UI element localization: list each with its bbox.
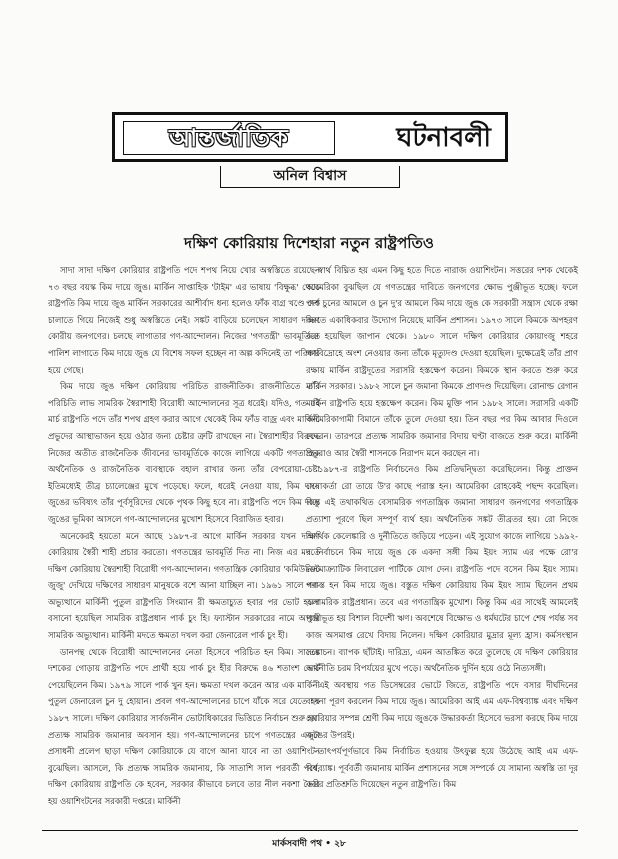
- right-column: [306, 262, 578, 834]
- paragraph: সাদা সাদা দক্ষিণ কোরিয়ার রাষ্ট্রপতি পদে শপথ নিয়ে খোর অস্বস্তিতে রয়েছেন ৭৩ বছর বয়স্ক কিম দায়ে জুঙ। মার্কিন সাপ্তাহিক 'টাইম' এর ভাষায় 'বিক্ষুব্ধ' থেকে রাষ্ট্রপতি কিম দায়ে জুঙ মার্কিন সরকারের আশীর্বাদ ধন্য হলেও ফাঁক বাগ্র খণ্ডে দেশ চালাতে গিয়ে নিজেই শুধু অস্বস্তিতে নেই। সঙ্কট বাড়িয়ে চলেছেন সাধারণ দক্ষিণ কোরীয় জনগণের। চলছে লাগাতার গণ-আন্দোলন। নিজের 'গণতন্ত্রী' ভাবমূর্তিতে পালিশ লাগাতে কিম দায়ে জুঙ যে বিশেষ সফল হচ্ছেন না অল্প কদিনেই তা পরিষ্কার হয়ে গেছে।: [48, 265, 320, 375]
- paragraph: কিম দায়ে জুঙ দক্ষিণ কোরিয়ায় পরিচিত রাজনীতিক। রাজনীতিতে তাঁর পরিচিতি লাভ সামরিক স্বৈরাশাহী বিরোধী আন্দোলনের সূত্র ধরেই। যদিও, গত ৫ই মার্চ রাষ্ট্রপতি পদে তাঁর শপথ গ্রহণ করার আগে থেকেই কিম ফাঁড বাজ্র এবং মার্কিনী প্রভুদের আস্থাভাজন হয়ে ওঠার জন্য চেষ্টার ত্রুটি রাখছেন না। স্বৈরাশাহীর বিরুদ্ধে নিজের অতীত রাজনৈতিক জীবনের ভাবমূর্তিকে কাজে লাগিয়ে একটি গণতান্ত্রিক অর্থনৈতিক ও রাজনৈতিক ব্যবস্থাকে বহাল রাখার জন্য তাঁর বেপরোয়া-চেষ্টা ইতিমধ্যেই তীব্র চ্যালেঞ্জের মুখে পড়েছে। ফলে, ধরেই নেওয়া যায়, কিম দায়ে জুঙের ভবিষ্যৎ তাঁর পূর্বসূরিদের থেকে পৃথক কিছু হবে না। রাষ্ট্রপতি পদে কিম দায়ে জুঙের ভূমিকা আসলে গণ-আন্দোলনের মুখোশ হিসেবে বিরাজিত হবার।: [48, 381, 320, 524]
- paragraph: তাৎপর্যপূর্ণভাবে কিম নির্বাচিত হওয়ায় উৎফুল্ল হয়ে উঠেছে আই এম এফ-বিশ্বব্যাঙ্ক। পূর্ববর্তী জমানায় মার্কিন প্রশাসনের সঙ্গে সম্পর্কে যে সামান্য অস্বস্তি তা দূর করার প্রতিশ্রুতি দিয়েছেন নতুন রাষ্ট্রপতি। কিম: [306, 746, 578, 790]
- paragraph: অনেকেরই হয়তো মনে আছে ১৯৮৭-র আগে মার্কিন সরকার যখন দক্ষিণ কোরিয়ায় স্বৈরী শাহী প্রচার করতো। গণতন্ত্রের ভাবমূর্তি দিত না। নিজ এর মদতে দক্ষিণ কোরিয়ায় স্বৈরশাহী বিরোধী গণ-আন্দোলন। গণতান্ত্রিক কোরিয়ার 'কমিউনিস্ট জুজু' দেখিয়ে দক্ষিণের সাধারণ মানুষকে বশে আনা যাচ্ছিল না। ১৯৬১ সালে গণ-অভ্যুত্থানে মার্কিনী পুতুল রাষ্ট্রপতি সিংম্যান রী ক্ষমতাচ্যুত হবার পর ভোট হলো বসানো হয়েছিল সামরিক রাষ্ট্রপ্রধান পার্ক চুং হি। ফ্যাস্টান সরকারের নামে আবার সামরিক অভ্যুত্থান। মার্কিনী মদতে ক্ষমতা দখল করা জেনারেল পার্ক চুং হী।: [48, 530, 320, 641]
- paragraph: ১৯৮৭-র রাষ্ট্রপতি নির্বাচনেও কিম প্রতিদ্বন্দ্বিতা করেছিলেন। কিন্তু প্রাক্তন সেনাকর্তা রো তায়ে উ'র কাছে পরাস্ত হন। আমেরিকা রোহকেই পছন্দ করেছিল। কিন্তু এই তথাকথিত বেসামরিক গণতান্ত্রিক জমানা সাধারণ জনগণের গণতান্ত্রিক প্রত্যাশা পূরণে ছিল সম্পূর্ণ ব্যর্থ হয়। অর্থনৈতিক সঙ্কট তীব্রতর হয়। রো নিজে আর্থিক কেলেঙ্কারি ও দুর্নীতিতে জড়িয়ে পড়েন। এই সুযোগ কাজে লাগিয়ে ১৯৯২-র নির্বাচনে কিম দায়ে জুঙ কে একদা সঙ্গী কিম ইয়ং স্যাম এর পক্ষে রো'র ডেমোক্র্যাটিক লিবারেল পার্টিকে যোগ দেন। রাষ্ট্রপতি পদে বসেন কিম ইয়ং স্যাম। পরাস্ত হন কিম দায়ে জুঙ। বস্তুত দক্ষিণ কোরিয়ায় কিম ইয়ং স্যাম ছিলেন প্রথম অসামরিক রাষ্ট্রপ্রধান। তবে এর গণতান্ত্রিক মুখোশ। কিন্তু কিম এর সাথেই আমলেই পুঞ্জীভূত হয় বিশাল বিদেশী ঋণ। অবশেষে বিক্ষোভ ও ধর্মঘটের চাপে শেষ পর্যন্ত সব কাজ অসমাপ্ত রেখে বিদায় নিলেন। দক্ষিণ কোরিয়ার মুদ্রার মূল্য হ্রাস। কর্মসংস্থান সঙ্কোচন। ব্যাপক ছাঁটাই। দারিদ্র্য, এমন আতঙ্কিত করে তুলেছে যে দক্ষিণ কোরিয়ার অর্থনীতি চরম বিপর্যয়ের মুখে পড়ে। অর্থনৈতিক দুর্দিন হয়ে ওঠে নিত্যসঙ্গী।: [306, 464, 578, 674]
- article-headline: দক্ষিণ কোরিয়ায় দিশেহারা নতুন রাষ্ট্রপতিও: [184, 234, 434, 252]
- paragraph: ডানপন্থ থেকে বিরোধী আন্দোলনের নেতা হিসেবে পরিচিত হন কিম। সাতের দশকের গোড়ায় রাষ্ট্রপতি পদে প্রার্থী হয়ে পার্ক চুং হীর বিরুদ্ধে ৪৬ শতাংশ ভোট পেয়েছিলেন কিম। ১৯৭৯ সালে পার্ক খুন হন। ক্ষমতা দখল করেন আর এক মার্কিনী পুতুল জেনারেল চুন দু হোয়ান। প্রবল গণ-আন্দোলনের চাপে যাঁকে সরে যেতে হয় ১৯৮৭ সালে। দক্ষিণ কোরিয়ার সার্বজনীন ভোটাধিকারের ভিত্তিতে নির্বাচন শুরু হয়। প্রত্যক্ষ সামরিক জমানার অবসান হয়। গণ-আন্দোলনের চাপে গণতন্ত্রের একটা প্রসাধনী প্রলেপ ছাড়া দক্ষিণ কোরিয়াকে যে বাগে আনা যাবে না তা ওয়াশিংটন বুঝেছিল। আসলে, কি প্রত্যক্ষ সামরিক জমানায়, কি সাতাশি সাল পরবর্তী পর্বে, দক্ষিণ কোরিয়ায় রাষ্ট্রপতি কে হবেন, সরকার কীভাবে চলবে তার নীল নকশা তৈরি হয় ওয়াশিংটনের সরকারী দপ্তরে। মার্কিনী: [48, 646, 320, 806]
- paragraph: স্বার্থ বিঘ্নিত হয় এমন কিছু হতে দিতে নারাজ ওয়াশিংটন। সত্তরের দশক থেকেই আমেরিকা বুঝছিল যে গণতন্ত্রের দাবিতে জনগণের ক্ষোভ পুঞ্জীভূত হচ্ছে। ফলে পার্ক চুনের আমলে ও চুন দু'র আমলে কিম দায়ে জুঙ কে সরকারী সন্ত্রাস থেকে রক্ষা করতে একাধিকবার উদ্যোগ নিয়েছে মার্কিন প্রশাসন। ১৯৭৩ সালে কিমকে অপহরণ করা হয়েছিল জাপান থেকে। ১৯৮০ সালে দক্ষিণ কোরিয়ার কোয়াংজু শহরে গণবিদ্রোহে অংশ নেওয়ার জন্য তাঁকে মৃত্যুদণ্ড দেওয়া হয়েছিল। দুক্ষেত্রেই তাঁর প্রাণ রক্ষায় মার্কিন রাষ্ট্রদূতের সরাসরি হস্তক্ষেপ করেন। কিমকে স্থান করতে শুরু করে মার্কিন সরকার। ১৯৮২ সালে চুন জমানা কিমকে প্রাণদণ্ড দিয়েছিল। রোনাল্ড রেগান মার্কিন রাষ্ট্রপতি হয়ে হস্তক্ষেপ করেন। কিম মুক্তি পান ১৯৮২ সালে। সরাসরি একটি আমেরিকাগামী বিমানে তাঁকে তুলে দেওয়া হয়। তিন বছর পর কিম আবার দিওলে ফেরেন। তারপরে প্রত্যক্ষ সামরিক জমানার বিদায় ঘণ্টা বাজতে শুরু করে। মার্কিনী প্রভুরাও আর স্বৈরী শাসনকে নিরাপদ মনে করছেন না।: [306, 265, 578, 458]
- paragraph: এই অবস্থায় গত ডিসেম্বরের ভোটে জিতে, রাষ্ট্রপতি পদে বসার দীর্ঘদিনের বাসনা পূরণ করলেন কিম দায়ে জুঙ। আমেরিকা আই এম এফ-বিশ্বব্যাঙ্ক এবং দক্ষিণ কোরিয়ার সম্পন্ন শ্রেণী কিম দায়ে জুঙকে উদ্ধারকর্তা হিসেবে ভরসা করছে কিম দায়ে জুঙের উপরই।: [306, 679, 578, 740]
- left-column: [48, 262, 320, 827]
- section-label-events: ঘটনাবলী: [396, 123, 491, 153]
- section-banner: [112, 112, 508, 162]
- footer-rule: [42, 830, 578, 831]
- page-footer: মার্কসবাদী পথ • ২৮: [272, 839, 346, 849]
- section-label-international: আন্তর্জাতিক: [123, 121, 335, 155]
- author-name: অনিল বিশ্বাস: [220, 166, 400, 188]
